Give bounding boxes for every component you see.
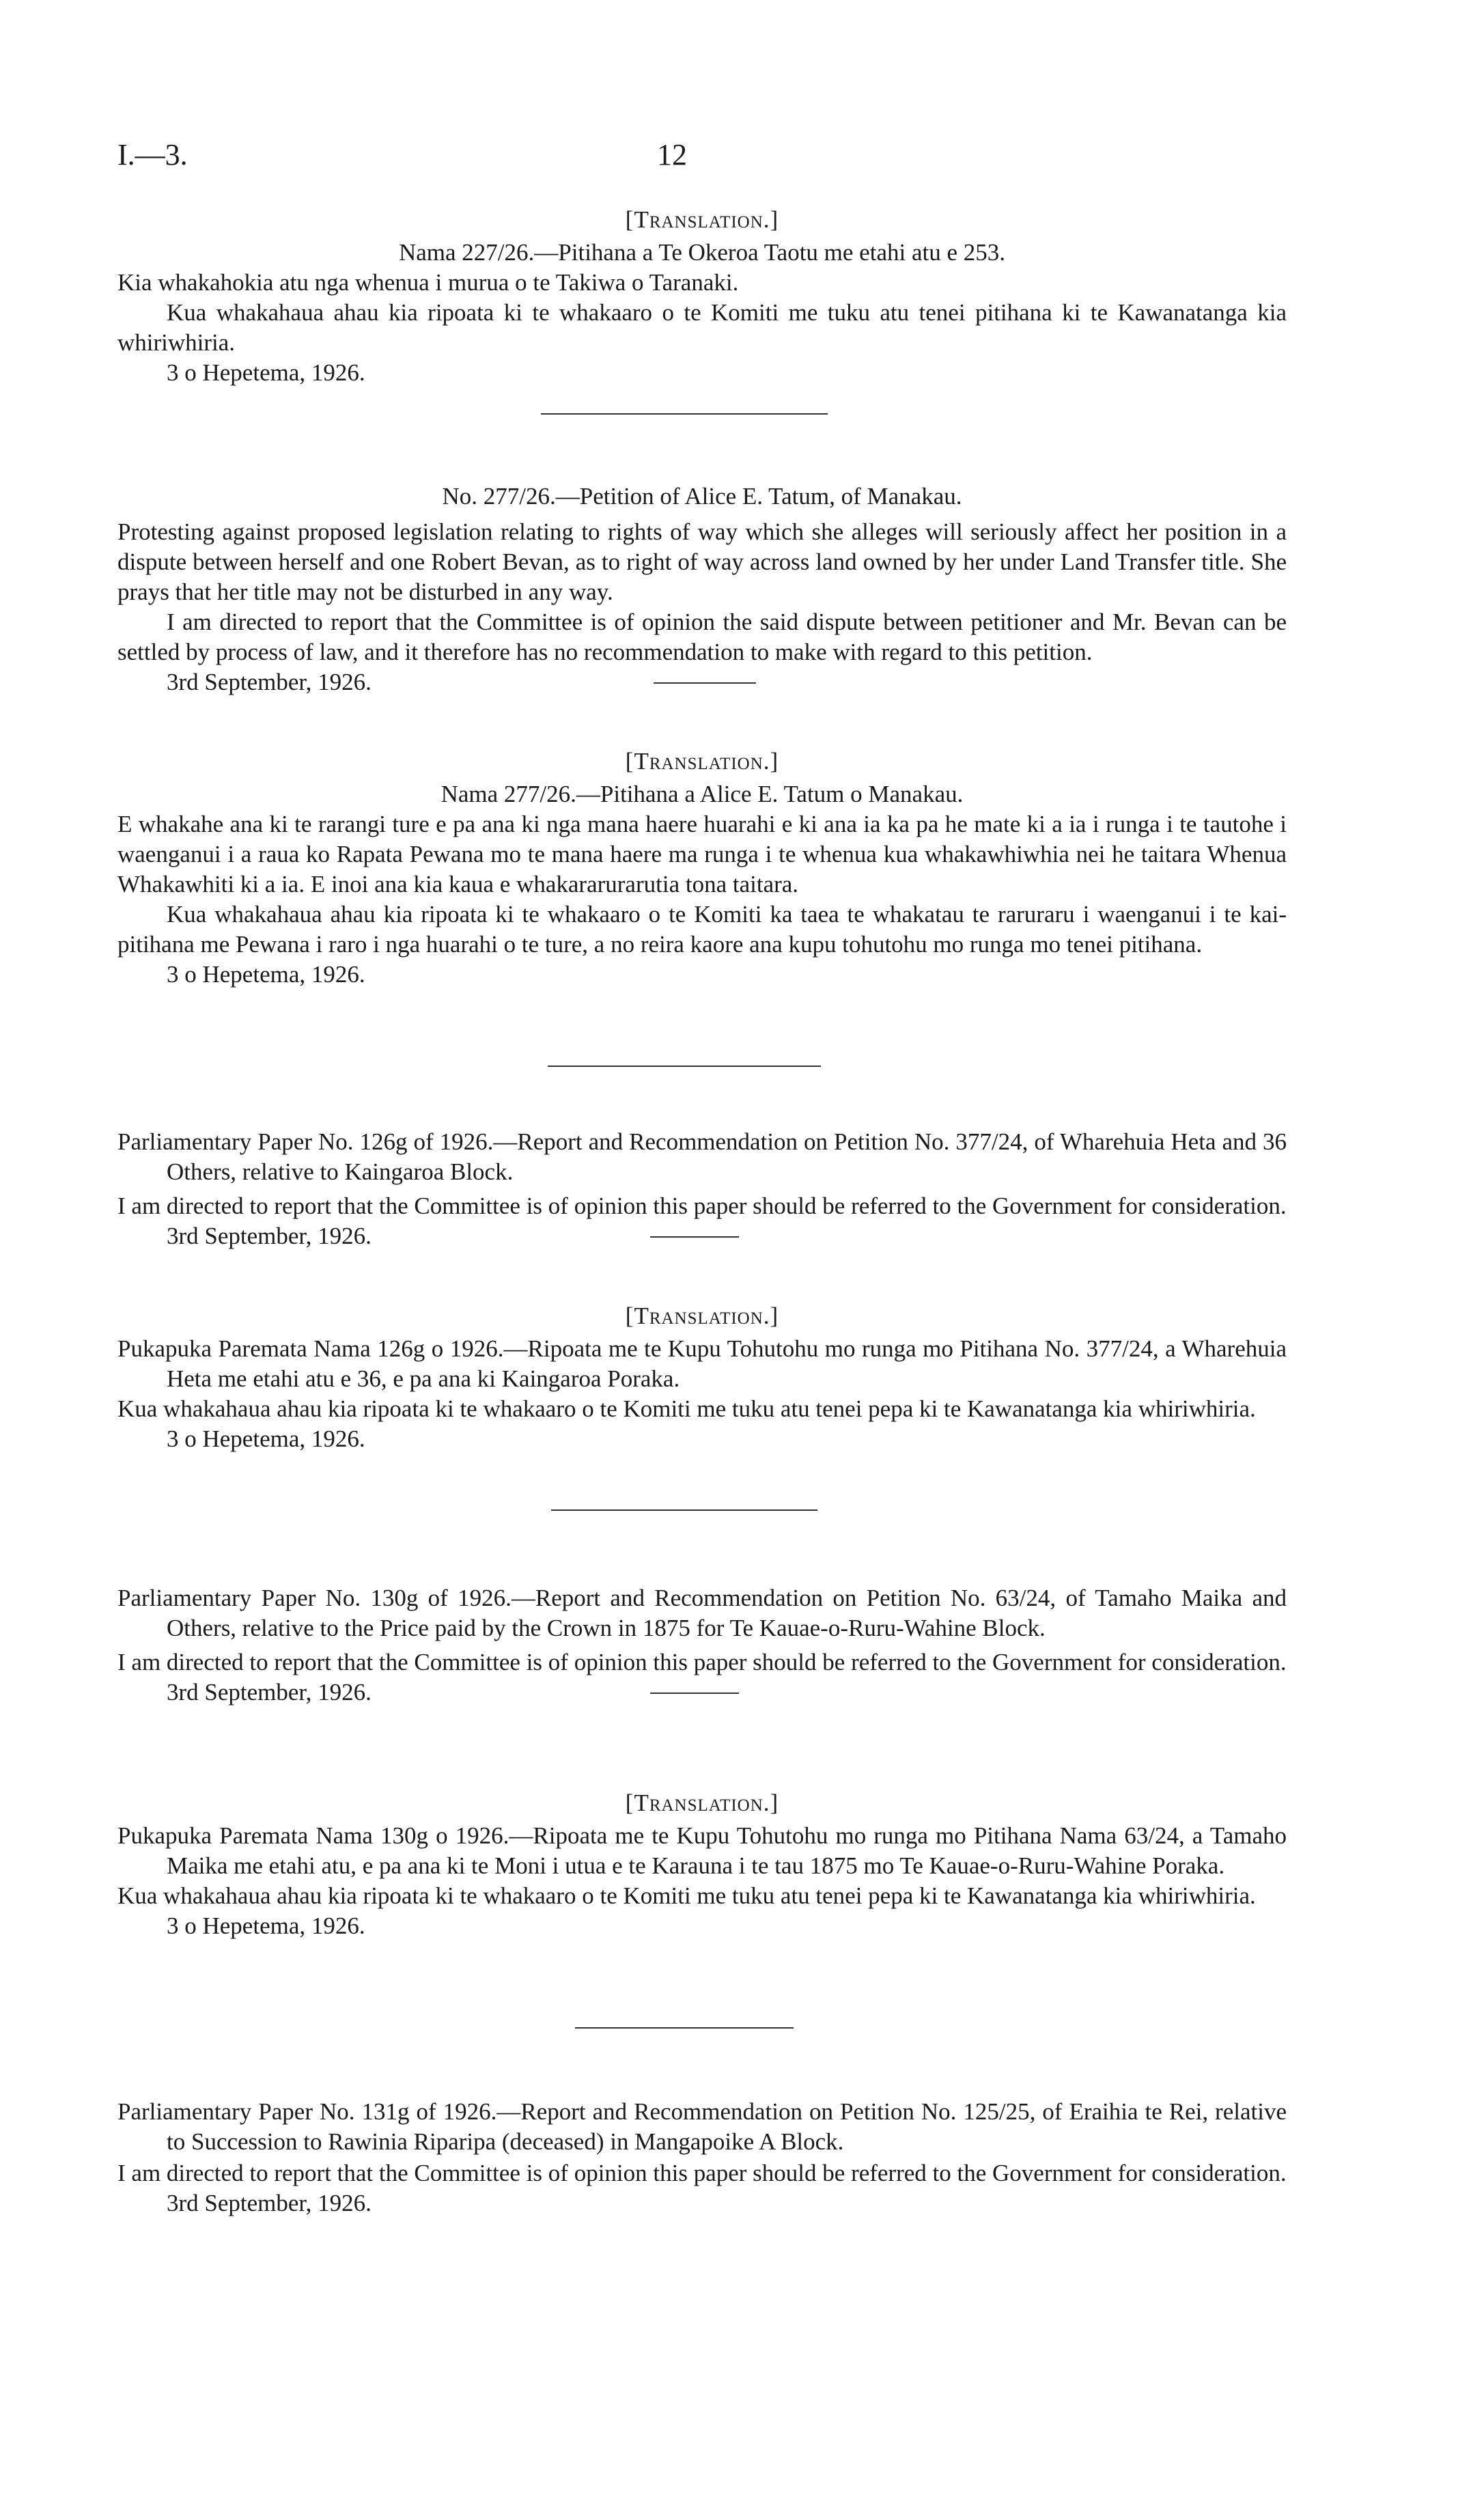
- petition-title: No. 277/26.—Petition of Alice E. Tatum, of Manakau.: [442, 483, 962, 510]
- paper-130g: [117, 1583, 1287, 1708]
- section-divider: [548, 1066, 821, 1067]
- short-divider: [650, 1236, 739, 1238]
- petition-summary: Kia whakahokia atu nga whenua i murua o te Takiwa o Taranaki.: [117, 269, 739, 296]
- committee-report: I am directed to report that the Committee is of opinion this paper should be referred to the Government for consideration.: [117, 1649, 1287, 1675]
- committee-report: Kua whakahaua ahau kia ripoata ki te whakaaro o te Komiti me tuku atu tenei pitihana ki te Kawanatanga kia whiriwhiria.: [117, 299, 1287, 356]
- paper-title: Pukapuka Paremata Nama 130g o 1926.—Ripoata me te Kupu Tohutohu mo runga mo Pitihana Nama 63/24, a Tamaho Maika me etahi atu, e pa ana ki te Moni i utua e te Karauna i te tau 1875 mo Te Kauae-o-Ruru-Wahine Poraka.: [117, 1822, 1287, 1879]
- series-reference: I.—3.: [117, 138, 188, 171]
- date-row: [117, 1221, 1287, 1251]
- report-date: 3rd September, 1926.: [167, 1223, 372, 1249]
- petition-title: Nama 277/26.—Pitihana a Alice E. Tatum o Manakau.: [440, 781, 964, 807]
- paper-126g: [117, 1127, 1287, 1251]
- committee-report: Kua whakahaua ahau kia ripoata ki te whakaaro o te Komiti me tuku atu tenei pepa ki te Kawanatanga kia whiriwhiria.: [117, 1882, 1256, 1909]
- petition-277-26-translation: [117, 747, 1287, 990]
- section-divider: [541, 413, 828, 415]
- committee-report: Kua whakahaua ahau kia ripoata ki te whakaaro o te Komiti me tuku atu tenei pepa ki te Kawanatanga kia whiriwhiria.: [117, 1395, 1256, 1422]
- committee-report: I am directed to report that the Committee is of opinion the said dispute between petitioner and Mr. Bevan can be settled by process of law, and it therefore has no recommendation to make with regard to this petition.: [117, 609, 1287, 665]
- report-date: 3 o Hepetema, 1926.: [167, 961, 365, 988]
- paper-title: Parliamentary Paper No. 126g of 1926.—Report and Recommendation on Petition No. 377/24, of Wharehuia Heta and 36 Others, relative to Kaingaroa Block.: [117, 1128, 1287, 1185]
- report-date: 3 o Hepetema, 1926.: [167, 1425, 365, 1452]
- paper-title: Parliamentary Paper No. 131g of 1926.—Report and Recommendation on Petition No. 125/25, of Eraihia te Rei, relative to Succession to Rawinia Riparipa (deceased) in Mangapoike A Block.: [117, 2098, 1287, 2155]
- date-row: [117, 1677, 1287, 1708]
- translation-label: [Translation.]: [625, 206, 779, 233]
- committee-report: I am directed to report that the Committee is of opinion this paper should be referred to the Government for consideration.: [117, 2160, 1287, 2186]
- page-number: 12: [657, 138, 687, 171]
- section-divider: [575, 2027, 794, 2029]
- short-divider: [650, 1693, 739, 1694]
- report-date: 3 o Hepetema, 1926.: [167, 1912, 365, 1939]
- page-header: [117, 140, 1287, 174]
- paper-130g-translation: [117, 1788, 1287, 1941]
- report-date: 3rd September, 1926.: [167, 2190, 372, 2216]
- short-divider: [654, 682, 756, 684]
- petition-summary: Protesting against proposed legislation relating to rights of way which she alleges will seriously affect her position in a dispute between herself and one Robert Bevan, as to right of way across land owned by her under Land Transfer title. She prays that her title may not be disturbed in any way.: [117, 518, 1287, 605]
- report-date: 3rd September, 1926.: [167, 1679, 372, 1705]
- translation-label: [Translation.]: [625, 1789, 779, 1816]
- date-row: [117, 667, 1287, 697]
- section-divider: [551, 1509, 817, 1511]
- report-date: 3rd September, 1926.: [167, 669, 372, 695]
- petition-summary: E whakahe ana ki te rarangi ture e pa ana ki nga mana haere huarahi e ki ana ia ka pa he mate ki a ia i runga i te tautohe i waenganui i a raua ko Rapata Pewana mo te mana haere ma runga i te whenua kua whakawhiwhia nei he taitara Whenua Whakawhiti ki a ia. E inoi ana kia kaua e whakararurarutia tona taitara.: [117, 811, 1287, 897]
- translation-label: [Translation.]: [625, 748, 779, 775]
- committee-report: I am directed to report that the Committee is of opinion this paper should be referred to the Government for consideration.: [117, 1193, 1287, 1219]
- paper-title: Parliamentary Paper No. 130g of 1926.—Report and Recommendation on Petition No. 63/24, of Tamaho Maika and Others, relative to the Price paid by the Crown in 1875 for Te Kauae-o-Ruru-Wahine Block.: [117, 1585, 1287, 1641]
- paper-131g: [117, 2097, 1287, 2218]
- paper-126g-translation: [117, 1301, 1287, 1454]
- report-date: 3 o Hepetema, 1926.: [167, 359, 365, 386]
- committee-report: Kua whakahaua ahau kia ripoata ki te whakaaro o te Komiti ka taea te whakatau te raruraru i waenganui i te kai-pitihana me Pewana i raro i nga huarahi o te ture, a no reira kaore ana kupu tohutohu mo runga mo tenei pitihana.: [117, 901, 1287, 958]
- petition-227-26-translation: [117, 205, 1287, 388]
- petition-title: Nama 227/26.—Pitihana a Te Okeroa Taotu me etahi atu e 253.: [398, 239, 1005, 266]
- translation-label: [Translation.]: [625, 1303, 779, 1329]
- paper-title: Pukapuka Paremata Nama 126g o 1926.—Ripoata me te Kupu Tohutohu mo runga mo Pitihana No. 377/24, a Wharehuia Heta me etahi atu e 36, e pa ana ki Kaingaroa Poraka.: [117, 1335, 1287, 1392]
- petition-277-26: [117, 482, 1287, 697]
